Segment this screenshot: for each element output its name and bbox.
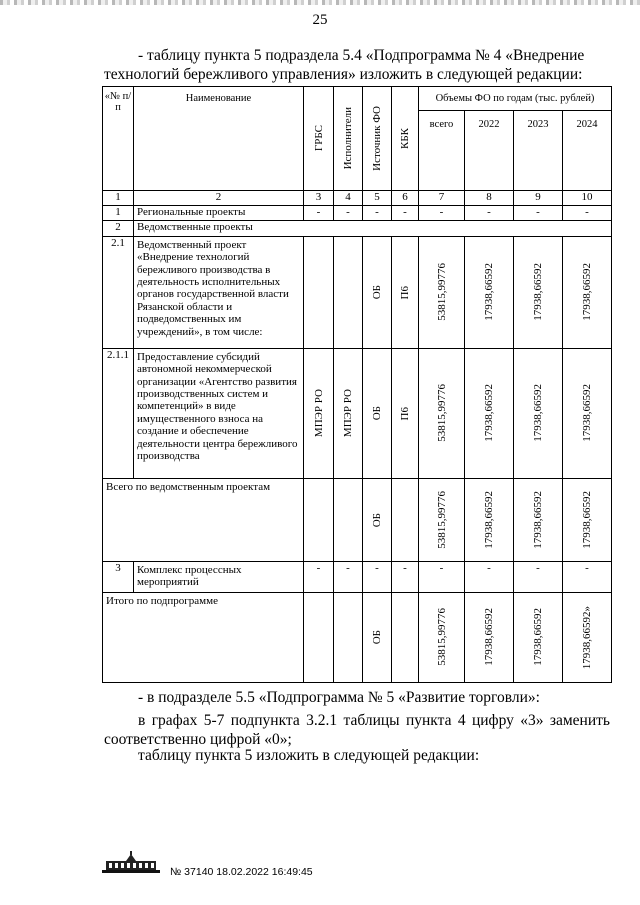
row-name: Всего по ведомственным проектам (103, 478, 304, 561)
dash: - (465, 206, 514, 221)
grbs: МПЭР РО (312, 389, 325, 438)
header-grbs-text: ГРБС (312, 125, 325, 152)
colnum: 7 (419, 191, 465, 206)
empty-cell (304, 478, 334, 561)
dash: - (363, 206, 392, 221)
dash: - (563, 206, 612, 221)
registry-stamp (100, 850, 162, 876)
source: ОБ (371, 285, 383, 300)
row-num: 3 (103, 561, 134, 592)
empty-cell (392, 478, 419, 561)
colnum: 2 (134, 191, 304, 206)
header-ist-text: Источник ФО (371, 106, 383, 171)
table-row (103, 221, 612, 236)
row-num: 2.1 (103, 236, 134, 348)
header-total: всего (419, 111, 465, 191)
value-2022: 17938,66592 (483, 490, 495, 549)
value-2022: 17938,66592 (483, 263, 495, 322)
value-2024: 17938,66592» (581, 605, 594, 669)
colnum: 3 (304, 191, 334, 206)
header-2022: 2022 (465, 111, 514, 191)
dash: - (392, 561, 419, 592)
row-name: Ведомственный проект «Внедрение технологий бережливого производства в деятельность исполнительных органов государственной власти Рязанской области и подведомственных им учреждений», в том числе: (134, 236, 304, 348)
header-name: Наименование (134, 87, 304, 191)
value-2023: 17938,66592 (532, 263, 544, 322)
value-total: 53815,99776 (435, 490, 448, 549)
building-icon (100, 850, 162, 876)
value-2023: 17938,66592 (532, 608, 544, 667)
header-kbk (392, 87, 419, 191)
table-row (103, 206, 612, 221)
empty-cell (304, 236, 334, 348)
after-line-2: в графах 5-7 подпункта 3.2.1 таблицы пункта 4 цифру «3» заменить (138, 712, 610, 729)
row-name: Региональные проекты (134, 206, 304, 221)
value-2023: 17938,66592 (532, 490, 544, 549)
intro-line-1: - таблицу пункта 5 подраздела 5.4 «Подпрограмма № 4 «Внедрение (138, 47, 585, 64)
row-num: 2 (103, 221, 134, 236)
value-2022: 17938,66592 (483, 384, 495, 443)
header-isp-text: Исполнители (342, 107, 354, 170)
after-line-3: соответственно цифрой «0»; (104, 731, 292, 748)
dash: - (563, 561, 612, 592)
value-2022: 17938,66592 (483, 608, 495, 667)
after-line-1: - в подразделе 5.5 «Подпрограмма № 5 «Развитие торговли»: (138, 689, 540, 706)
header-2024: 2024 (563, 111, 612, 191)
empty-cell (334, 236, 363, 348)
intro-line-2: технологий бережливого управления» изложить в следующей редакции: (104, 66, 583, 83)
row-name: Итого по подпрограмме (103, 592, 304, 682)
value-total: 53815,99776 (435, 608, 448, 667)
after-line-4: таблицу пункта 5 изложить в следующей редакции: (138, 747, 480, 764)
empty-cell (392, 592, 419, 682)
table-row (103, 348, 612, 478)
dash: - (363, 561, 392, 592)
column-number-row (103, 191, 612, 206)
kbk: П6 (399, 285, 411, 300)
source: ОБ (371, 512, 383, 527)
header-2023: 2023 (514, 111, 563, 191)
empty-cell (334, 478, 363, 561)
dash: - (514, 561, 563, 592)
dash: - (514, 206, 563, 221)
table-row (103, 478, 612, 561)
row-num: 2.1.1 (103, 348, 134, 478)
colnum: 10 (563, 191, 612, 206)
dash: - (334, 206, 363, 221)
row-name: Ведомственные проекты (134, 221, 612, 236)
dash: - (304, 561, 334, 592)
header-isp (334, 87, 363, 191)
value-2024: 17938,66592 (581, 263, 594, 322)
value-2024: 17938,66592 (581, 384, 594, 443)
page-number: 25 (312, 12, 328, 28)
colnum: 6 (392, 191, 419, 206)
table-row (103, 592, 612, 682)
row-name: Комплекс процессных мероприятий (134, 561, 304, 592)
colnum: 4 (334, 191, 363, 206)
header-ist (363, 87, 392, 191)
source: ОБ (371, 406, 383, 421)
scan-edge (0, 0, 640, 5)
colnum: 8 (465, 191, 514, 206)
empty-cell (334, 592, 363, 682)
row-name: Предоставление субсидий автономной некоммерческой организации «Агентство развития производственных систем и компетенций» в виде имущественного взноса на создание и обеспечение деятельности центра бережливого производства (134, 348, 304, 478)
value-2023: 17938,66592 (532, 384, 544, 443)
header-kbk-text: КБК (399, 128, 411, 149)
kbk: П6 (399, 406, 411, 421)
value-total: 53815,99776 (435, 384, 448, 443)
dash: - (465, 561, 514, 592)
table-row (103, 236, 612, 348)
empty-cell (304, 592, 334, 682)
dash: - (334, 561, 363, 592)
row-num: 1 (103, 206, 134, 221)
dash: - (304, 206, 334, 221)
colnum: 5 (363, 191, 392, 206)
value-total: 53815,99776 (435, 263, 448, 322)
document-id: № 37140 18.02.2022 16:49:45 (170, 866, 313, 878)
header-num: «№ п/п (103, 87, 134, 191)
header-grbs (304, 87, 334, 191)
colnum: 9 (514, 191, 563, 206)
source: ОБ (371, 630, 383, 645)
value-2024: 17938,66592 (581, 490, 594, 549)
executor: МПЭР РО (342, 389, 354, 438)
dash: - (392, 206, 419, 221)
header-volume: Объемы ФО по годам (тыс. рублей) (419, 87, 612, 111)
dash: - (419, 561, 465, 592)
dash: - (419, 206, 465, 221)
budget-table (102, 86, 612, 683)
table-row (103, 561, 612, 592)
colnum: 1 (103, 191, 134, 206)
